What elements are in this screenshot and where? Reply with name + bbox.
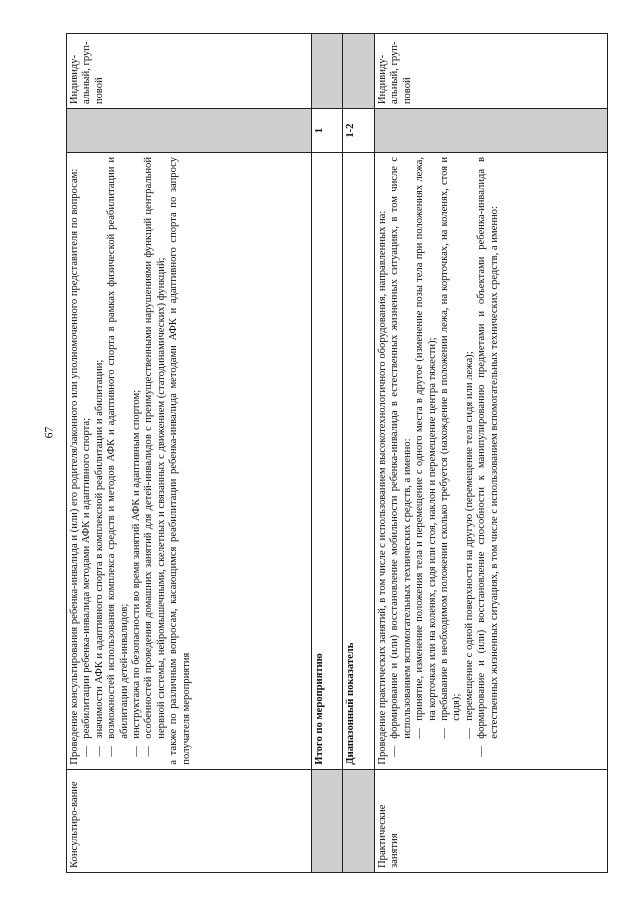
page-number: 67	[41, 426, 56, 439]
shaded-cell	[312, 34, 343, 109]
table-row-practice	[374, 34, 607, 873]
description-outro: а также по различным вопросам, касающимся реабилитации ребенка-инвалида методами АФК и адаптивного спорта по запросу получателя мероприятия	[168, 156, 192, 765]
list-item: — формирование и (или) восстановление способности к манипулированию предметами и объектами ребенка-инвалида в естественных жизненных ситуациях, в том числе с использованием вспомогательных технических средств, а именно:	[476, 157, 501, 765]
shaded-cell	[312, 769, 343, 872]
type-cell: Консультиро-вание	[67, 769, 312, 872]
activities-table	[66, 33, 608, 873]
range-label: Диапазонный показатель	[343, 152, 374, 769]
description-intro: Проведение практических занятий, в том числе с использованием высокотехнологичного оборудования, направленных на:	[376, 210, 388, 765]
list-item: — реабилитации ребенка-инвалида методами АФК и адаптивного спорта;	[81, 157, 93, 765]
shaded-cell	[374, 109, 607, 153]
list-item: — формирование и (или) восстановление мобильности ребенка-инвалида в естественных жизненных ситуациях, в том числе с использованием вспомогательных технических средств, а именно:	[389, 157, 414, 765]
table-row-range	[343, 34, 374, 873]
list-item: — значимости АФК и адаптивного спорта в комплексной реабилитации и абилитации;	[94, 157, 106, 765]
description-cell	[374, 152, 607, 769]
shaded-cell	[343, 769, 374, 872]
total-label: Итого по мероприятию	[312, 152, 343, 769]
shaded-cell	[67, 109, 312, 153]
shaded-cell	[343, 34, 374, 109]
description-cell	[67, 152, 312, 769]
range-value: 1-2	[343, 109, 374, 153]
list-item: — инструктажа по безопасности во время занятий АФК и адаптивным спортом;	[131, 157, 143, 765]
sub-list-item: — пребывание в необходимом положении сколько требуется (нахождение в положении лежа, на корточках, на коленях, стоя и сидя);	[439, 157, 464, 765]
table-row-total	[312, 34, 343, 873]
total-value: 1	[312, 109, 343, 153]
rotated-table-container	[66, 33, 608, 873]
sub-list-item: — перемещение с одной поверхности на другую (перемещение тела сидя или лежа);	[464, 157, 476, 765]
sub-list-item: — принятие, изменение положения тела и перемещение с одного места в другое (изменение позы тела при положениях лежа, на корточках или на коленях, сидя или стоя, наклон и перемещение центра тяжести);	[414, 157, 439, 765]
table-row-consulting	[67, 34, 312, 873]
description-intro: Проведение консультирования ребенка-инвалида и (или) его родителя/законного или уполномоченного представителя по вопросам:	[69, 168, 80, 765]
form-cell: Индивиду-альный, груп-повой	[67, 34, 312, 109]
type-cell: Практические занятия	[374, 769, 607, 872]
form-cell: Индивиду-альный, груп-повой	[374, 34, 607, 109]
list-item: — возможностей использования комплекса средств и методов АФК и адаптивного спорта в рамках физической реабилитации и абилитации детей-инвалидов;	[106, 157, 131, 765]
list-item: — особенностей проведения домашних занятий для детей-инвалидов с преимущественными нарушениями функций центральной нервной системы, нейромышечными, скелетных и связанных с движением (статодинамических) функций;	[143, 157, 168, 765]
